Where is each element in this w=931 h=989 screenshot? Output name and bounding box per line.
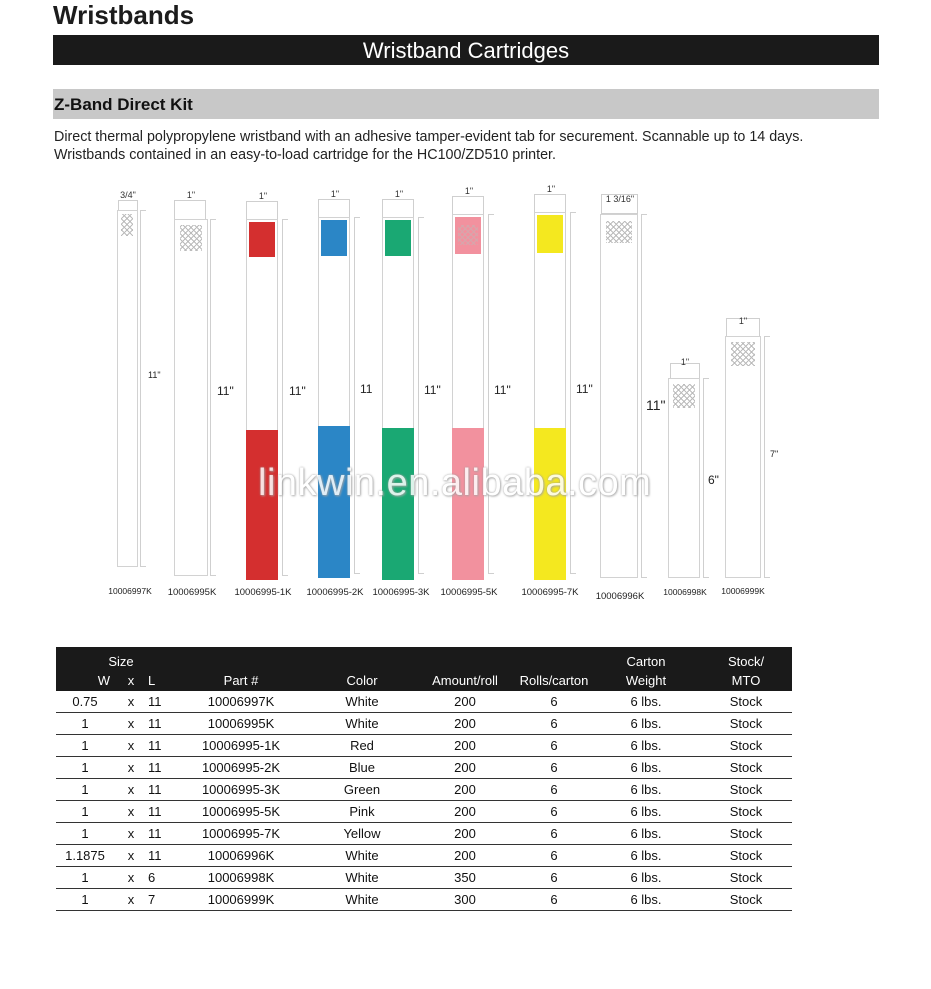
cell-color: White xyxy=(310,845,414,867)
cell-stock: Stock xyxy=(700,823,792,845)
cell-l: 6 xyxy=(148,867,172,889)
band-tab-color xyxy=(537,215,563,253)
table-header-row-1 xyxy=(56,647,792,669)
cell-l: 11 xyxy=(148,823,172,845)
cell-part: 10006995-7K xyxy=(172,823,310,845)
part-header: Part # xyxy=(172,669,310,691)
page-title: Wristbands xyxy=(53,0,195,30)
band-part-label: 10006995-3K xyxy=(372,587,430,598)
table-row xyxy=(56,691,792,713)
band-width-label: 1" xyxy=(680,357,690,367)
band-width-label: 1" xyxy=(330,189,340,199)
band-width-label: 3/4" xyxy=(120,190,136,200)
band-length-label: 11" xyxy=(424,383,441,397)
band-part-label: 10006995-1K xyxy=(234,587,292,598)
cell-part: 10006998K xyxy=(172,867,310,889)
band-length-label: 11 xyxy=(360,382,373,396)
band-part-label: 10006999K xyxy=(721,586,765,596)
amount-header: Amount/roll xyxy=(414,669,516,691)
band-length-label: 6" xyxy=(708,473,719,487)
cell-color: White xyxy=(310,691,414,713)
specs-table-body xyxy=(56,691,792,911)
cell-amount: 200 xyxy=(414,801,516,823)
band-length-label: 11" xyxy=(494,383,511,397)
cell-color: White xyxy=(310,889,414,911)
band-width-label: 1 3/16" xyxy=(605,194,635,204)
cell-color: Green xyxy=(310,779,414,801)
cell-weight: 6 lbs. xyxy=(592,845,700,867)
cell-w: 1 xyxy=(56,713,114,735)
table-row xyxy=(56,713,792,735)
cell-part: 10006995K xyxy=(172,713,310,735)
cell-w: 1.1875 xyxy=(56,845,114,867)
cell-weight: 6 lbs. xyxy=(592,867,700,889)
cell-weight: 6 lbs. xyxy=(592,779,700,801)
cell-x: x xyxy=(114,801,148,823)
table-row xyxy=(56,757,792,779)
cell-stock: Stock xyxy=(700,867,792,889)
cell-weight: 6 lbs. xyxy=(592,889,700,911)
cell-weight: 6 lbs. xyxy=(592,713,700,735)
band-width-label: 1" xyxy=(464,186,474,196)
cell-part: 10006995-1K xyxy=(172,735,310,757)
cell-stock: Stock xyxy=(700,889,792,911)
cell-amount: 200 xyxy=(414,845,516,867)
section-banner: Wristband Cartridges xyxy=(53,35,879,65)
cell-color: White xyxy=(310,713,414,735)
cell-amount: 200 xyxy=(414,823,516,845)
cell-amount: 200 xyxy=(414,757,516,779)
cell-color: Blue xyxy=(310,757,414,779)
cell-rolls: 6 xyxy=(516,713,592,735)
cell-w: 1 xyxy=(56,889,114,911)
weight-header: Weight xyxy=(592,669,700,691)
description-line-1: Direct thermal polypropylene wristband with an adhesive tamper-evident tab for securement. Scannable up to 14 days. xyxy=(54,129,804,145)
cell-stock: Stock xyxy=(700,845,792,867)
cell-x: x xyxy=(114,735,148,757)
cell-w: 0.75 xyxy=(56,691,114,713)
band-part-label: 10006997K xyxy=(108,586,152,596)
specs-table xyxy=(56,647,792,911)
cell-stock: Stock xyxy=(700,757,792,779)
table-row xyxy=(56,867,792,889)
cell-stock: Stock xyxy=(700,779,792,801)
cell-x: x xyxy=(114,889,148,911)
band-tab-color xyxy=(321,220,347,256)
band-part-label: 10006996K xyxy=(595,591,645,602)
cell-x: x xyxy=(114,779,148,801)
cell-amount: 200 xyxy=(414,691,516,713)
cell-x: x xyxy=(114,757,148,779)
cell-rolls: 6 xyxy=(516,691,592,713)
cell-part: 10006995-5K xyxy=(172,801,310,823)
l-header: L xyxy=(148,669,172,691)
cell-weight: 6 lbs. xyxy=(592,735,700,757)
band-length-label: 11" xyxy=(646,397,666,413)
cell-color: White xyxy=(310,867,414,889)
cell-part: 10006995-2K xyxy=(172,757,310,779)
product-banner: Z-Band Direct Kit xyxy=(53,89,879,119)
band-length-label: 11" xyxy=(576,382,593,396)
table-row xyxy=(56,735,792,757)
band-body-color xyxy=(246,430,278,580)
band-width-label: 1" xyxy=(186,190,196,200)
cell-l: 11 xyxy=(148,757,172,779)
band-part-label: 10006995-7K xyxy=(521,587,579,598)
cell-w: 1 xyxy=(56,735,114,757)
cell-w: 1 xyxy=(56,779,114,801)
band-part-label: 10006995-5K xyxy=(440,587,498,598)
cell-l: 7 xyxy=(148,889,172,911)
band-length-label: 11" xyxy=(148,370,161,380)
product-description xyxy=(54,128,894,164)
carton-header: Carton xyxy=(592,647,700,669)
band-width-label: 1" xyxy=(738,316,748,326)
cell-w: 1 xyxy=(56,801,114,823)
cell-amount: 300 xyxy=(414,889,516,911)
band-length-label: 11" xyxy=(217,384,234,398)
table-header-row-2 xyxy=(56,669,792,691)
cell-rolls: 6 xyxy=(516,735,592,757)
band-tab-color xyxy=(249,222,275,257)
band-width-label: 1" xyxy=(546,184,556,194)
cell-l: 11 xyxy=(148,845,172,867)
band-width-label: 1" xyxy=(258,191,268,201)
table-row xyxy=(56,823,792,845)
cell-stock: Stock xyxy=(700,713,792,735)
cell-color: Pink xyxy=(310,801,414,823)
cell-stock: Stock xyxy=(700,801,792,823)
band-width-label: 1" xyxy=(394,189,404,199)
cell-l: 11 xyxy=(148,735,172,757)
cell-l: 11 xyxy=(148,779,172,801)
w-header: W xyxy=(56,669,114,691)
cell-amount: 200 xyxy=(414,779,516,801)
description-line-2: Wristbands contained in an easy-to-load cartridge for the HC100/ZD510 printer. xyxy=(54,147,556,163)
cell-rolls: 6 xyxy=(516,845,592,867)
cell-part: 10006997K xyxy=(172,691,310,713)
cell-part: 10006995-3K xyxy=(172,779,310,801)
cell-rolls: 6 xyxy=(516,823,592,845)
mto-header: MTO xyxy=(700,669,792,691)
cell-color: Red xyxy=(310,735,414,757)
cell-part: 10006996K xyxy=(172,845,310,867)
cell-part: 10006999K xyxy=(172,889,310,911)
table-row xyxy=(56,801,792,823)
watermark: linkwin.en.alibaba.com xyxy=(258,462,652,504)
band-part-label: 10006995K xyxy=(167,587,217,598)
band-length-label: 11" xyxy=(289,384,306,398)
table-row xyxy=(56,845,792,867)
cell-amount: 350 xyxy=(414,867,516,889)
cell-stock: Stock xyxy=(700,735,792,757)
cell-x: x xyxy=(114,867,148,889)
color-header: Color xyxy=(310,669,414,691)
band-part-label: 10006998K xyxy=(663,587,707,597)
cell-l: 11 xyxy=(148,691,172,713)
size-header: Size xyxy=(56,647,172,669)
cell-color: Yellow xyxy=(310,823,414,845)
band-length-label: 7" xyxy=(770,449,779,459)
cell-rolls: 6 xyxy=(516,757,592,779)
band-part-label: 10006995-2K xyxy=(306,587,364,598)
cell-x: x xyxy=(114,823,148,845)
cell-w: 1 xyxy=(56,823,114,845)
cell-l: 11 xyxy=(148,713,172,735)
table-row xyxy=(56,889,792,911)
cell-x: x xyxy=(114,713,148,735)
rolls-header: Rolls/carton xyxy=(516,669,592,691)
cell-rolls: 6 xyxy=(516,867,592,889)
cell-l: 11 xyxy=(148,801,172,823)
cell-amount: 200 xyxy=(414,713,516,735)
x-header: x xyxy=(114,669,148,691)
cell-w: 1 xyxy=(56,757,114,779)
cell-rolls: 6 xyxy=(516,801,592,823)
stock-header: Stock/ xyxy=(700,647,792,669)
cell-x: x xyxy=(114,691,148,713)
cell-weight: 6 lbs. xyxy=(592,757,700,779)
table-row xyxy=(56,779,792,801)
cell-x: x xyxy=(114,845,148,867)
cell-w: 1 xyxy=(56,867,114,889)
cell-rolls: 6 xyxy=(516,889,592,911)
cell-weight: 6 lbs. xyxy=(592,801,700,823)
cell-weight: 6 lbs. xyxy=(592,691,700,713)
band-tab-color xyxy=(385,220,411,256)
cell-stock: Stock xyxy=(700,691,792,713)
cell-amount: 200 xyxy=(414,735,516,757)
cell-weight: 6 lbs. xyxy=(592,823,700,845)
cell-rolls: 6 xyxy=(516,779,592,801)
